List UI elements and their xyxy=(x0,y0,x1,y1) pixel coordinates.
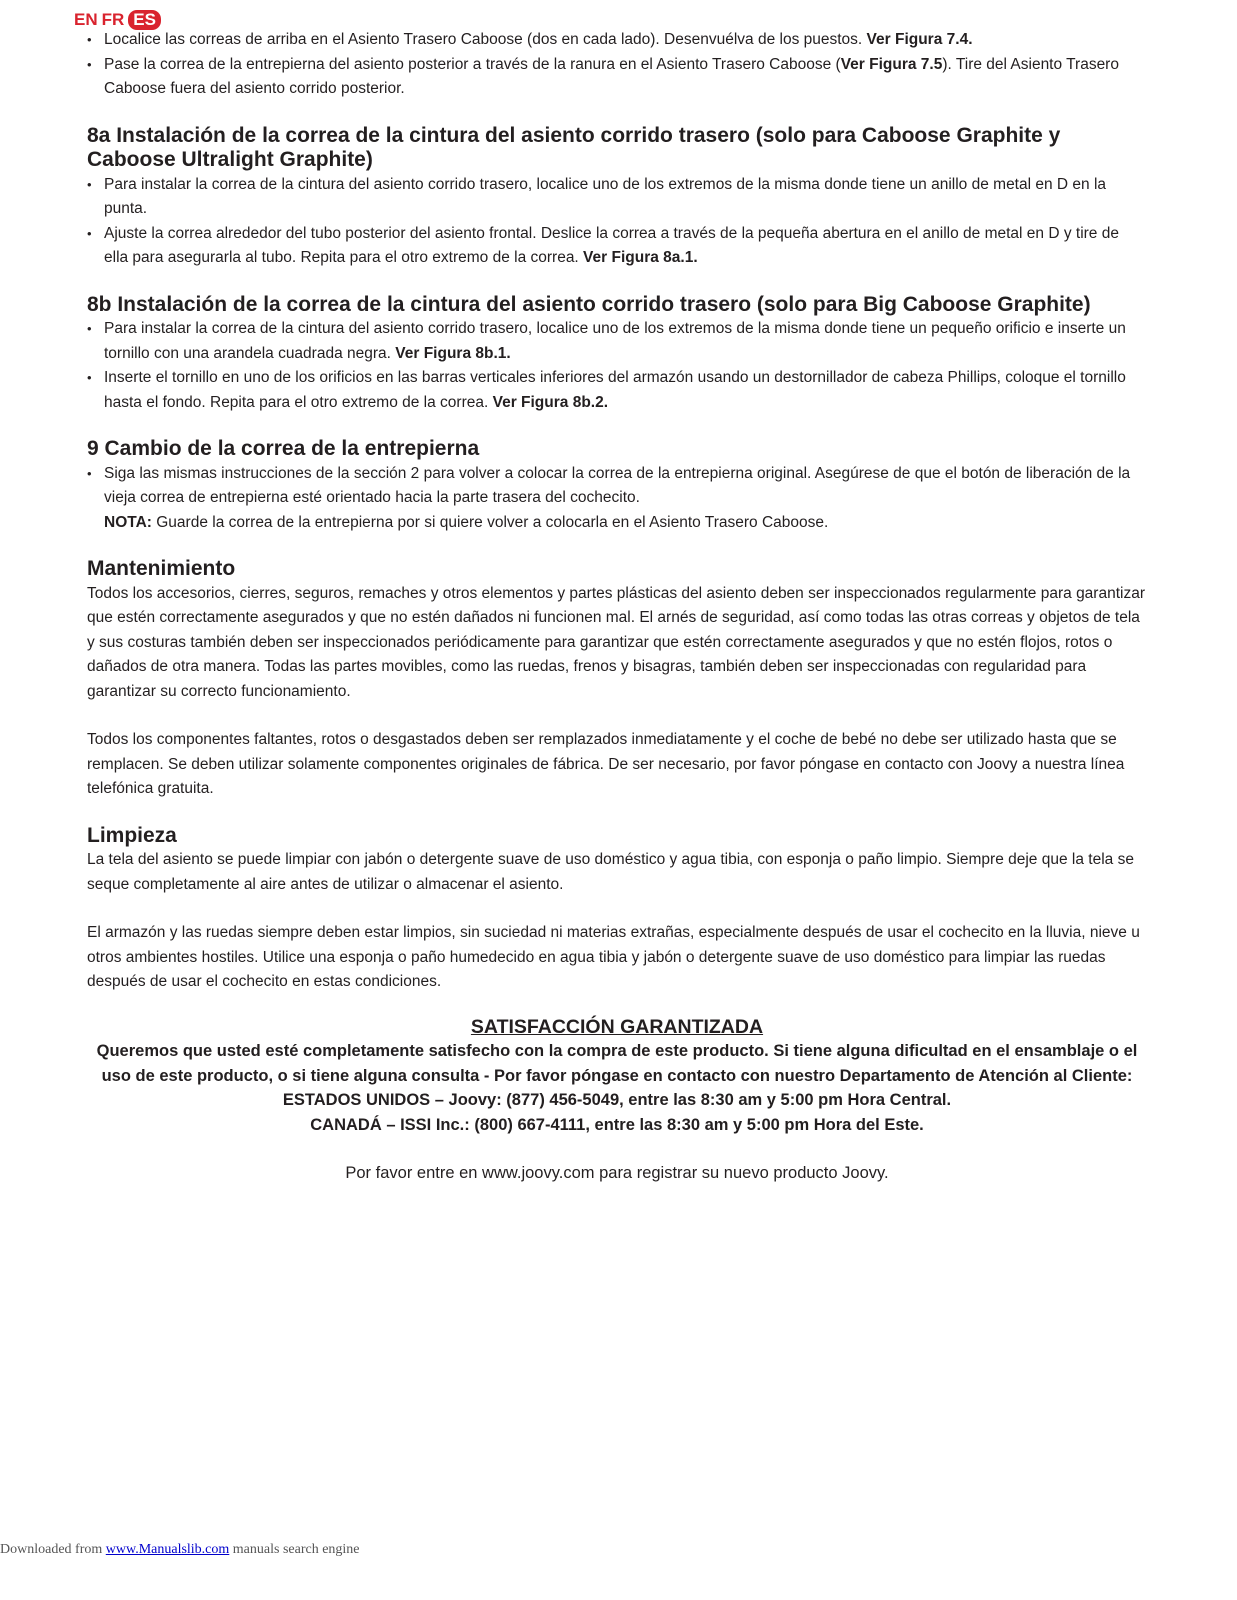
cleaning-paragraph-1: La tela del asiento se puede limpiar con jabón o detergente suave de uso doméstico y agua tibia, con esponja o paño limpio. Siempre deje que la tela se seque completamente al aire antes de utilizar o almacenar el asiento. xyxy=(87,851,1134,893)
list-item: • Ajuste la correa alrededor del tubo posterior del asiento frontal. Deslice la correa a través de la pequeña abertura en el anillo de metal en D y tire de ella para asegurarla al tubo. Repita para el otro extremo de la correa. Ver Figura 8a.1. xyxy=(87,222,1147,271)
satisfaction-body: Queremos que usted esté completamente satisfecho con la compra de este producto. Si tiene alguna dificultad en el ensamblaje o el uso de este producto, o si tiene alguna consulta - Por favor póngase en contacto con nuestro Departamento de Atención al Cliente: ESTADOS UNIDOS – Joovy: (877) 456-5049, entre las 8:30 am y 5:00 pm Hora Central. CANADÁ – ISSI Inc.: (800) 667-4111, entre las 8:30 am y 5:00 pm Hora del Este. xyxy=(87,1039,1147,1137)
contact-us: ESTADOS UNIDOS – Joovy: (877) 456-5049, entre las 8:30 am y 5:00 pm Hora Central. xyxy=(282,1091,952,1109)
footer: Downloaded from www.Manualslib.com manuals search engine xyxy=(0,1542,360,1557)
lang-es-active[interactable]: ES xyxy=(128,10,161,30)
satisfaction-title: SATISFACCIÓN GARANTIZADA xyxy=(470,1015,764,1038)
bullets-top xyxy=(87,28,1147,102)
language-selector xyxy=(74,10,161,30)
lang-fr[interactable]: FR xyxy=(101,10,125,29)
section-9-list xyxy=(87,462,1147,536)
manualslib-link[interactable]: www.Manualslib.com xyxy=(105,1542,230,1557)
list-item: • Siga las mismas instrucciones de la sección 2 para volver a colocar la correa de la entrepierna original. Asegúrese de que el botón de liberación de la vieja correa de entrepierna esté orientado hacia la parte trasera del cochecito. NOTA: Guarde la correa de la entrepierna por si quiere volver a colocarla en el Asiento Trasero Caboose. xyxy=(87,462,1147,536)
section-8a-list xyxy=(87,173,1147,271)
cleaning-paragraph-2: El armazón y las ruedas siempre deben estar limpios, sin suciedad ni materias extrañas, especialmente después de usar el cochecito en la lluvia, nieve u otros ambientes hostiles. Utilice una esponja o paño humedecido en agua tibia y jabón o detergente suave de uso doméstico para limpiar las ruedas después de usar el cochecito en estas condiciones. xyxy=(87,924,1140,990)
section-8b-title: 8b Instalación de la correa de la cintura del asiento corrido trasero (solo para Big Caboose Graphite) xyxy=(87,292,1091,316)
cleaning-title: Limpieza xyxy=(87,823,177,847)
section-8a-title: 8a Instalación de la correa de la cintura del asiento corrido trasero (solo para Caboose Graphite y Caboose Ultralight Graphite) xyxy=(87,123,1061,171)
list-item: • Para instalar la correa de la cintura del asiento corrido trasero, localice uno de los extremos de la misma donde tiene un anillo de metal en D en la punta. xyxy=(87,173,1147,222)
contact-canada: CANADÁ – ISSI Inc.: (800) 667-4111, entre las 8:30 am y 5:00 pm Hora del Este. xyxy=(310,1115,924,1134)
list-item: • Pase la correa de la entrepierna del asiento posterior a través de la ranura en el Asiento Trasero Caboose (Ver Figura 7.5). Tire del Asiento Trasero Caboose fuera del asiento corrido posterior. xyxy=(87,53,1147,102)
section-8b-list xyxy=(87,317,1147,415)
maintenance-paragraph-1: Todos los accesorios, cierres, seguros, remaches y otros elementos y partes plásticas del asiento deben ser inspeccionados regularmente para garantizar que estén correctamente asegurados y que no estén dañados ni funcionen mal. El arnés de seguridad, así como todas las otras correas y objetos de tela y sus costuras también deben ser inspeccionados periódicamente para garantizar que estén correctamente asegurados y que no estén flojos, rotos o dañados de otra manera. Todas las partes movibles, como las ruedas, frenos y bisagras, también deben ser inspeccionadas con regularidad para garantizar su correcto funcionamiento. xyxy=(87,584,1145,700)
section-9-title: 9 Cambio de la correa de la entrepierna xyxy=(87,437,480,460)
list-item: • Localice las correas de arriba en el Asiento Trasero Caboose (dos en cada lado). Desenvuélva de los puestos. Ver Figura 7.4. xyxy=(87,28,1147,53)
maintenance-paragraph-2: Todos los componentes faltantes, rotos o desgastados deben ser remplazados inmediatamente y el coche de bebé no debe ser utilizado hasta que se remplacen. Se deben utilizar solamente componentes originales de fábrica. De ser necesario, por favor póngase en contacto con Joovy a nuestra línea telefónica gratuita. xyxy=(87,731,1125,797)
lang-en[interactable]: EN xyxy=(74,10,98,29)
note-label: NOTA: xyxy=(104,513,152,531)
document-body xyxy=(87,28,1147,1186)
list-item: • Inserte el tornillo en uno de los orificios en las barras verticales inferiores del armazón usando un destornillador de cabeza Phillips, coloque el tornillo hasta el fondo. Repita para el otro extremo de la correa. Ver Figura 8b.2. xyxy=(87,366,1147,415)
maintenance-title: Mantenimiento xyxy=(87,557,236,580)
list-item: • Para instalar la correa de la cintura del asiento corrido trasero, localice uno de los extremos de la misma donde tiene un pequeño orificio e inserte un tornillo con una arandela cuadrada negra. Ver Figura 8b.1. xyxy=(87,317,1147,366)
register-text: Por favor entre en www.joovy.com para registrar su nuevo producto Joovy. xyxy=(345,1164,889,1182)
